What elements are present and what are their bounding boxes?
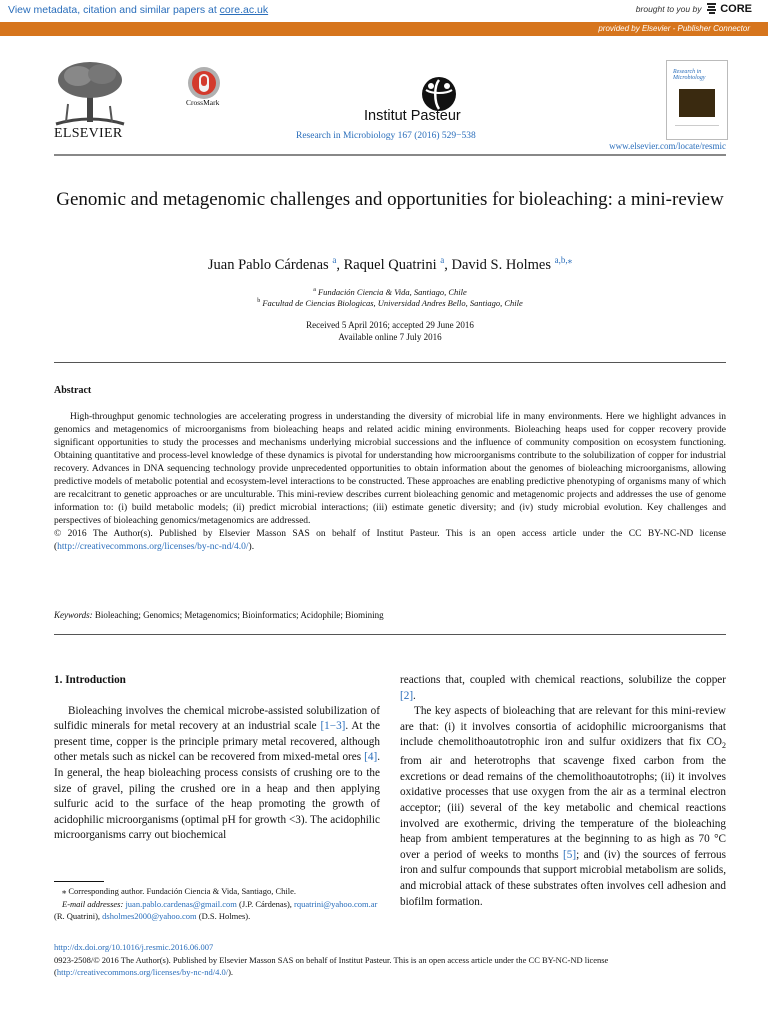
brought-by-text: brought to you by bbox=[635, 4, 702, 14]
affiliation-text: Fundación Ciencia & Vida, Santiago, Chile bbox=[317, 287, 467, 297]
keywords-label: Keywords: bbox=[54, 610, 93, 620]
cover-image bbox=[679, 89, 715, 117]
body-column-right bbox=[400, 673, 726, 910]
copyright-end: ). bbox=[248, 542, 255, 552]
author-name[interactable]: David S. Holmes bbox=[451, 257, 551, 273]
abstract-divider-top bbox=[54, 362, 726, 363]
cover-title: Research in Microbiology bbox=[673, 69, 706, 81]
author-affiliation-mark[interactable]: a,b,⁎ bbox=[554, 255, 573, 265]
core-icon bbox=[707, 3, 716, 14]
author-name[interactable]: Juan Pablo Cárdenas bbox=[207, 257, 329, 273]
corresponding-author-footnote bbox=[54, 885, 380, 923]
affiliation-b bbox=[40, 298, 740, 308]
issn-text: 0923-2508/© 2016 The Author(s). Published by Elsevier Masson SAS on behalf of Institut Pasteur. This is an open access article under the CC BY-NC-ND license ( bbox=[54, 955, 609, 977]
citation-link[interactable]: [1−3] bbox=[320, 720, 346, 733]
core-banner bbox=[0, 0, 768, 22]
doi-link[interactable]: http://dx.doi.org/10.1016/j.resmic.2016.06.007 bbox=[54, 942, 214, 952]
citation-link[interactable]: [2] bbox=[400, 689, 414, 702]
author-name[interactable]: Raquel Quatrini bbox=[343, 257, 437, 273]
journal-cover-thumbnail[interactable] bbox=[666, 60, 728, 140]
received-date: Received 5 April 2016; accepted 29 June 2016 bbox=[306, 320, 474, 330]
intro-paragraph-2 bbox=[400, 704, 726, 910]
intro-paragraph-1 bbox=[54, 704, 380, 844]
header-divider bbox=[54, 154, 726, 156]
author-affiliation-mark[interactable]: a bbox=[332, 255, 337, 265]
journal-citation[interactable]: Research in Microbiology 167 (2016) 529−538 bbox=[296, 131, 476, 141]
affiliation-text: Facultad de Ciencias Biologicas, Universidad Andres Bello, Santiago, Chile bbox=[262, 298, 523, 308]
body-text: reactions that, coupled with chemical reactions, solubilize the copper bbox=[400, 674, 726, 686]
email-link[interactable]: rquatrini@yahoo.com.ar bbox=[294, 898, 378, 909]
core-metadata-text: View metadata, citation and similar papers at bbox=[8, 4, 220, 16]
citation-link[interactable]: [5] bbox=[563, 848, 577, 861]
copyright-line bbox=[54, 528, 726, 554]
body-text: ; and (iv) the sources of ferrous iron and sulfur compounds that support microbial metabolism are solids, and microbial attack of these substrates often involves cell adhesion and biofilm formation. bbox=[400, 848, 727, 908]
abstract-divider-bottom bbox=[54, 634, 726, 635]
keywords-line bbox=[54, 610, 384, 620]
abstract-heading: Abstract bbox=[54, 385, 92, 396]
citation-link[interactable]: [4] bbox=[364, 751, 378, 764]
issn-end: ). bbox=[228, 967, 234, 977]
body-text: Bioleaching involves the chemical microbe-assisted solubilization of sulfidic minerals for metal recovery at an industrial scale bbox=[54, 704, 380, 733]
pasteur-logo-icon bbox=[420, 76, 458, 112]
email-owner: (D.S. Holmes). bbox=[196, 911, 251, 921]
institut-pasteur-name: Institut Pasteur bbox=[364, 108, 461, 124]
body-text: The key aspects of bioleaching that are relevant for this mini-review are that: (i) it involves consortia of acidophilic microorganisms that include chemolithoautotrophic iron and sulfur oxidizers that fix CO bbox=[400, 705, 726, 749]
footnote-divider bbox=[54, 881, 104, 882]
crossmark-label: CrossMark bbox=[186, 98, 220, 107]
email-owner: (R. Quatrini), bbox=[54, 911, 103, 921]
article-title: Genomic and metagenomic challenges and opportunities for bioleaching: a mini-review bbox=[56, 189, 724, 210]
affiliation-a bbox=[40, 287, 740, 297]
subscript: 2 bbox=[722, 741, 726, 751]
license-link[interactable]: http://creativecommons.org/licenses/by-nc-nd/4.0/ bbox=[56, 967, 229, 977]
journal-url[interactable]: www.elsevier.com/locate/resmic bbox=[609, 141, 726, 151]
elsevier-wordmark[interactable]: ELSEVIER bbox=[54, 126, 123, 141]
email-link[interactable]: juan.pablo.cardenas@gmail.com bbox=[125, 898, 237, 909]
email-label: E-mail addresses: bbox=[62, 898, 124, 909]
abstract-paragraph: High-throughput genomic technologies are accelerating progress in understanding the diversity of microbial life in many environments. Here we highlight advances in genomics and metagenomics of microorganisms from bioleaching heaps and related acidic mining environments. Bioleaching heaps used for copper recovery provide significant opportunities to study the processes and mechanisms underlying microbial successions and the influence of community composition on ecosystem functioning. Obtaining quantitative and process-level knowledge of these dynamics is pivotal for understanding how microorganisms contribute to the solubilization of copper for industrial recovery. Advances in DNA sequencing technology provide unprecedented opportunities to obtain information about the genomes of bioleaching microorganisms, allowing predictive models of metabolic potential and ecosystem-level interactions to be constructed. These approaches are enabling predictive phenotyping of organisms many of which are recalcitrant to genetic approaches or are unculturable. This mini-review describes current bioleaching genomic and metagenomic projects and addresses the use of genome information to: (i) build metabolic models; (ii) predict microbial interactions; (iii) estimate genetic diversity; and (iv) study microbial evolution. Key challenges and perspectives of bioleaching genomics/metagenomics are addressed. bbox=[54, 412, 726, 526]
core-logo: CORE bbox=[720, 3, 752, 15]
core-brand[interactable] bbox=[636, 3, 752, 15]
intro-paragraph-1-continued bbox=[400, 673, 726, 704]
body-text: from air and heterotrophs that scavenge fixed carbon from the excretions or dead remains of the chemolithoautotrophs; (ii) it involves oxidative processes that use oxygen from the air as a terminal electron acceptor; (iii) several of the key metabolic and chemical reactions involved are exothermic, driving the temperature of the bioleaching heap from ambient temperatures at the beginning to as high as 70 °C over a period of weeks to months bbox=[400, 755, 726, 861]
copyright-text: © 2016 The Author(s). Published by Elsevier Masson SAS on behalf of Institut Pasteur. This is an open access article under the CC BY-NC-ND license ( bbox=[54, 529, 726, 552]
affiliation-mark: b bbox=[257, 298, 261, 304]
core-link[interactable]: core.ac.uk bbox=[219, 4, 269, 16]
provider-text[interactable]: provided by Elsevier - Publisher Connector bbox=[598, 24, 750, 33]
available-date: Available online 7 July 2016 bbox=[338, 332, 442, 342]
abstract-body bbox=[54, 411, 726, 554]
author-affiliation-mark[interactable]: a bbox=[440, 255, 445, 265]
body-text: . At the present time, copper is the principle primary metal recovered, although other metals such as nickel can be recovered from mixed-metal ores bbox=[54, 720, 380, 764]
body-column-left bbox=[54, 673, 380, 844]
email-owner: (J.P. Cárdenas), bbox=[236, 898, 295, 909]
corresponding-line: ⁎ Corresponding author. Fundación Ciencia & Vida, Santiago, Chile. bbox=[62, 886, 296, 896]
keywords-list: Bioleaching; Genomics; Metagenomics; Bioinformatics; Acidophile; Biomining bbox=[94, 610, 384, 620]
email-link[interactable]: dsholmes2000@yahoo.com bbox=[102, 911, 197, 921]
cover-divider bbox=[675, 125, 719, 126]
body-text: . bbox=[413, 689, 416, 702]
section-heading: 1. Introduction bbox=[54, 674, 126, 686]
crossmark-icon[interactable] bbox=[186, 66, 222, 100]
affiliation-mark: a bbox=[313, 287, 316, 293]
core-metadata-link[interactable] bbox=[8, 4, 268, 16]
email-line bbox=[54, 898, 380, 923]
elsevier-tree-icon bbox=[54, 60, 126, 128]
issn-license-line bbox=[54, 954, 726, 978]
body-text: . In general, the heap bioleaching process consists of crushing ore to the size of gravel, piling the crushed ore in a heap and then applying sulfuric acid to the surface of the heap promoting the growth of acidophilic microorganisms (optimal pH for growth <3). The acidophilic microorganisms carry out biochemical bbox=[54, 751, 380, 842]
author-list: Juan Pablo Cárdenas $^a$, Raquel Quatrini $^a$, David S. Holmes $^{a,b,⁎}$ bbox=[207, 255, 573, 273]
provider-bar bbox=[0, 22, 768, 36]
license-link[interactable]: http://creativecommons.org/licenses/by-nc-nd/4.0/ bbox=[57, 542, 249, 552]
